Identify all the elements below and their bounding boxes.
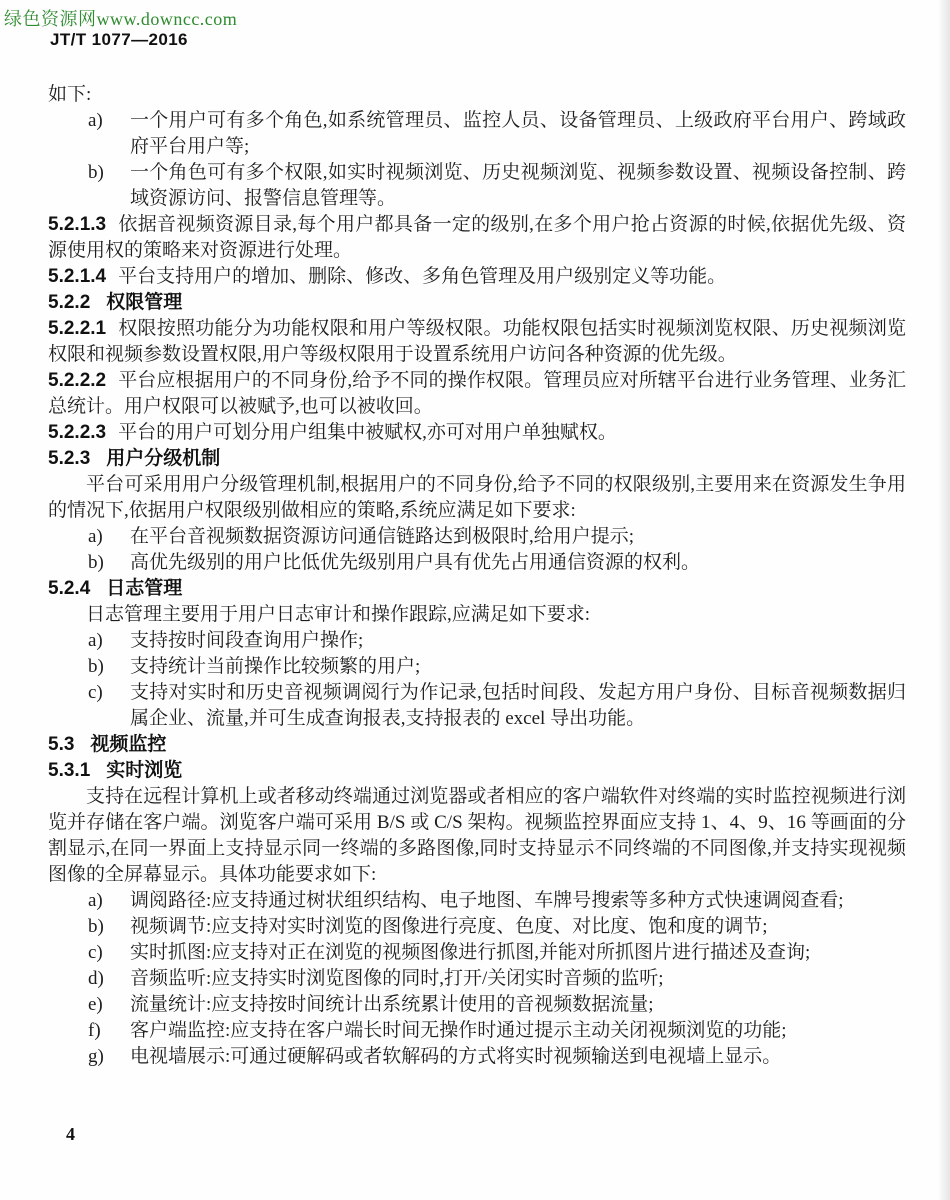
section-paragraph: 日志管理主要用于用户日志审计和操作跟踪,应满足如下要求: (86, 604, 591, 625)
list-item-text: 调阅路径:应支持通过树状组织结构、电子地图、车牌号搜索等多种方式快速调阅查看; (130, 890, 844, 911)
clause-number: 5.2.1.4 (48, 266, 107, 287)
clause-text: 平台支持用户的增加、删除、修改、多角色管理及用户级别定义等功能。 (118, 266, 727, 287)
list-item-text: 高优先级别的用户比低优先级别用户具有优先占用通信资源的权利。 (130, 552, 701, 573)
list-item (88, 966, 906, 992)
heading-number: 5.3 (48, 734, 75, 755)
list-item-label: b) (88, 552, 104, 573)
list-item-text: 流量统计:应支持按时间统计出系统累计使用的音视频数据流量; (130, 994, 654, 1015)
watermark-text: 绿色资源网www.downcc.com (4, 9, 238, 29)
list-item (88, 550, 906, 576)
clause-text: 依据音视频资源目录,每个用户都具备一定的级别,在多个用户抢占资源的时候,依据优先级、资源使用权的策略来对资源进行处理。 (48, 214, 906, 261)
heading-number: 5.3.1 (48, 760, 91, 781)
page-number: 4 (66, 1124, 75, 1144)
list-item (88, 680, 906, 732)
list-item (88, 914, 906, 940)
list-item-text: 支持对实时和历史音视频调阅行为作记录,包括时间段、发起方用户身份、目标音视频数据归属企业、流量,并可生成查询报表,支持报表的 excel 导出功能。 (130, 682, 906, 729)
clause-text: 平台应根据用户的不同身份,给予不同的操作权限。管理员应对所辖平台进行业务管理、业务汇总统计。用户权限可以被赋予,也可以被收回。 (48, 370, 906, 417)
clause-number: 5.2.1.3 (48, 214, 107, 235)
heading-title: 权限管理 (106, 292, 183, 313)
clause-paragraph (48, 368, 906, 420)
heading-number: 5.2.2 (48, 292, 91, 313)
list-item (88, 628, 906, 654)
list-item-text: 在平台音视频数据资源访问通信链路达到极限时,给用户提示; (130, 526, 635, 547)
clause-text: 权限按照功能分为功能权限和用户等级权限。功能权限包括实时视频浏览权限、历史视频浏览权限和视频参数设置权限,用户等级权限用于设置系统用户访问各种资源的优先级。 (48, 318, 906, 365)
list-item (88, 992, 906, 1018)
list-item-label: c) (88, 942, 103, 963)
list-item (88, 524, 906, 550)
list-item-text: 客户端监控:应支持在客户端长时间无操作时通过提示主动关闭视频浏览的功能; (130, 1020, 787, 1041)
intro-lead: 如下: (48, 84, 92, 105)
list-item-label: a) (88, 630, 103, 651)
list-item-label: f) (88, 1020, 101, 1041)
list-item (88, 1018, 906, 1044)
list-item-text: 视频调节:应支持对实时浏览的图像进行亮度、色度、对比度、饱和度的调节; (130, 916, 768, 937)
heading-number: 5.2.3 (48, 448, 91, 469)
page-body (48, 82, 906, 1070)
list-item-text: 支持按时间段查询用户操作; (130, 630, 364, 651)
list-item-label: g) (88, 1046, 104, 1067)
list-item-label: e) (88, 994, 103, 1015)
list-item-label: a) (88, 890, 103, 911)
section-heading-5-3-1 (48, 758, 906, 784)
list-item-text: 一个角色可有多个权限,如实时视频浏览、历史视频浏览、视频参数设置、视频设备控制、跨域资源访问、报警信息管理等。 (130, 162, 906, 209)
clause-paragraph (48, 264, 906, 290)
section-heading-5-3 (48, 732, 906, 758)
clause-number: 5.2.2.2 (48, 370, 107, 391)
clause-paragraph (48, 316, 906, 368)
section-paragraph: 平台可采用用户分级管理机制,根据用户的不同身份,给予不同的权限级别,主要用来在资源发生争用的情况下,依据用户权限级别做相应的策略,系统应满足如下要求: (48, 474, 906, 521)
clause-number: 5.2.2.1 (48, 318, 107, 339)
list-item (88, 940, 906, 966)
list-item-label: d) (88, 968, 104, 989)
list-item (88, 160, 906, 212)
list-item (88, 1044, 906, 1070)
list-item-label: b) (88, 162, 104, 183)
list-item (88, 654, 906, 680)
list-item-label: b) (88, 656, 104, 677)
list-item-text: 音频监听:应支持实时浏览图像的同时,打开/关闭实时音频的监听; (130, 968, 664, 989)
clause-paragraph (48, 420, 906, 446)
clause-number: 5.2.2.3 (48, 422, 107, 443)
heading-title: 实时浏览 (106, 760, 183, 781)
heading-number: 5.2.4 (48, 578, 91, 599)
list-item (88, 108, 906, 160)
section-heading-5-2-4 (48, 576, 906, 602)
list-item-text: 电视墙展示:可通过硬解码或者软解码的方式将实时视频输送到电视墙上显示。 (130, 1046, 782, 1067)
section-heading-5-2-3 (48, 446, 906, 472)
list-item-text: 实时抓图:应支持对正在浏览的视频图像进行抓图,并能对所抓图片进行描述及查询; (130, 942, 811, 963)
heading-title: 日志管理 (106, 578, 183, 599)
list-item-text: 支持统计当前操作比较频繁的用户; (130, 656, 421, 677)
section-paragraph: 支持在远程计算机上或者移动终端通过浏览器或者相应的客户端软件对终端的实时监控视频进行浏览并存储在客户端。浏览客户端可采用 B/S 或 C/S 架构。视频监控界面应支持 1、4、9、16 等画面的分割显示,在同一界面上支持显示同一终端的多路图像,同时支持显示不同终端的不同图像,并支持实现视频图像的全屏幕显示。具体功能要求如下: (48, 786, 906, 885)
list-item (88, 888, 906, 914)
list-item-label: a) (88, 110, 103, 131)
list-item-label: b) (88, 916, 104, 937)
heading-title: 视频监控 (90, 734, 167, 755)
doc-number: JT/T 1077—2016 (50, 30, 188, 49)
list-item-label: c) (88, 682, 103, 703)
list-item-text: 一个用户可有多个角色,如系统管理员、监控人员、设备管理员、上级政府平台用户、跨域政府平台用户等; (130, 110, 906, 157)
clause-paragraph (48, 212, 906, 264)
section-heading-5-2-2 (48, 290, 906, 316)
heading-title: 用户分级机制 (106, 448, 221, 469)
list-item-label: a) (88, 526, 103, 547)
clause-text: 平台的用户可划分用户组集中被赋权,亦可对用户单独赋权。 (118, 422, 617, 443)
